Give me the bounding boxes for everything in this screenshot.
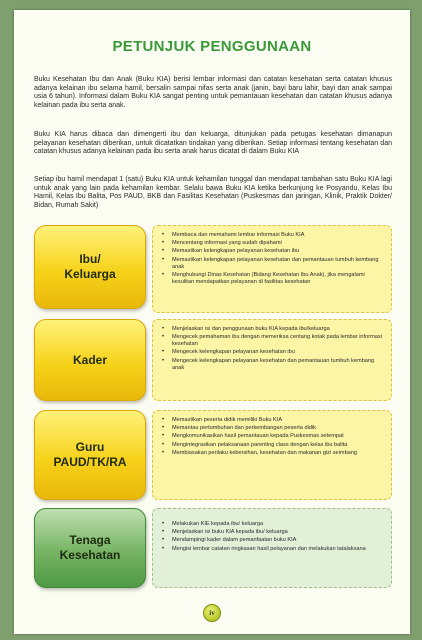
bullet-icon: •	[162, 240, 165, 247]
list-item-text: Mengintegrasikan pelaksanaan parenting class dengan kelas ibu balita	[172, 441, 348, 448]
bullet-icon: •	[162, 417, 165, 423]
list-item-text: Membaca dan memahami lembar informasi Buku KIA	[172, 232, 305, 238]
list-item	[161, 537, 385, 544]
section-content-box	[152, 225, 392, 313]
bullet-icon: •	[162, 248, 165, 255]
list-item	[161, 433, 385, 440]
list-item	[161, 450, 385, 457]
bullet-icon: •	[162, 521, 165, 527]
list-item-text: Mengkomunikasikan hasil pemantauan kepada Puskesmas setempat	[172, 433, 344, 440]
list-item	[161, 334, 385, 348]
list-item-text: Menghubungi Dinas Kesehatan (Bidang Kesehatan Ibu Anak), jika mengalami kesulitan mendapatkan pelayanan di fasilitas kesehatan	[172, 271, 365, 285]
list-item	[161, 248, 385, 255]
list-item-text: Menjelaskan isi dan penggunaan buku KIA kepada ibu/keluarga	[172, 326, 330, 332]
section-item-list	[161, 326, 385, 372]
bullet-icon: •	[162, 537, 165, 544]
bullet-icon: •	[162, 271, 165, 278]
section-content-box	[152, 319, 392, 401]
section-item-list	[161, 417, 385, 457]
page-title: PETUNJUK PENGGUNAAN	[112, 38, 312, 55]
list-item-text: Melakukan KIE kepada ibu/ keluarga	[172, 521, 264, 527]
list-item	[161, 521, 385, 528]
intro-paragraph-2: Buku KIA harus dibaca dan dimengerti ibu dan keluarga, ditunjukan pada petugas kesehatan dimanapun pelayanan kesehatan diberikan, untuk dicatatkan tindakan yang diberikan. Setiap informasi tentang kesehatan dan catatan khusus adanya kelainan pada ibu serta anak harus dicatat di dalam Buku KIA	[34, 131, 392, 156]
section-label-box	[34, 410, 146, 500]
section-label-box	[34, 508, 146, 588]
list-item-text: Mencentang informasi yang sudah dipahami	[172, 240, 282, 247]
bullet-icon: •	[162, 357, 165, 364]
bullet-icon: •	[162, 232, 165, 238]
list-item-text: Menjelaskan isi buku KIA kepada ibu/ keluarga	[172, 529, 288, 536]
list-item-text: Memantau pertumbuhan dan perkembangan peserta didik	[172, 425, 316, 432]
section-label: Kader	[72, 352, 107, 367]
section-content-box	[152, 410, 392, 500]
list-item	[161, 349, 385, 356]
list-item-text: Mengecek kelengkapan pelayanan kesehatan dan pemantauan tumbuh kembang anak	[172, 357, 375, 371]
list-item-text: Mengecek pemahaman ibu dengan memeriksa centang kotak pada lembar informasi kesehatan	[172, 334, 382, 348]
section-item-list	[161, 232, 385, 286]
list-item-text: Memastikan peserta didik memiliki Buku KIA	[172, 417, 283, 423]
list-item	[161, 442, 385, 449]
list-item	[161, 257, 385, 271]
section-content-box	[152, 508, 392, 588]
bullet-icon: •	[162, 349, 165, 356]
list-item	[161, 529, 385, 536]
list-item	[161, 326, 385, 333]
list-item	[161, 232, 385, 239]
bullet-icon: •	[162, 529, 165, 536]
list-item-text: Memastikan kelengkapan pelayanan kesehatan dan pemantauan tumbuh kembang anak	[172, 256, 379, 270]
bullet-icon: •	[162, 256, 165, 263]
intro-paragraph-1: Buku Kesehatan Ibu dan Anak (Buku KIA) berisi lembar informasi dan catatan kesehatan serta catatan khusus adanya kelainan ibu selama hamil, bersalin sampai nifas serta anak (janin, bayi baru lahir, bayi dan anak sampai usia 6 tahun). Informasi dalam Buku KIA sangat penting untuk pemantauan kesehatan dan catatan khusus adanya kelainan pada ibu serta anak.	[34, 76, 392, 109]
section-label: Guru PAUD/TK/RA	[53, 440, 127, 469]
bullet-icon: •	[162, 441, 165, 448]
list-item	[161, 240, 385, 247]
bullet-icon: •	[162, 326, 165, 332]
section-item-list	[161, 521, 385, 553]
document-page	[14, 10, 410, 634]
list-item	[161, 358, 385, 372]
section-label-box	[34, 225, 146, 309]
list-item	[161, 425, 385, 432]
list-item-text: Memastikan kelengkapan pelayanan kesehatan ibu	[172, 248, 300, 255]
bullet-icon: •	[162, 545, 165, 552]
bullet-icon: •	[162, 425, 165, 432]
section-label: Tenaga Kesehatan	[59, 533, 121, 562]
list-item-text: Mendampingi kader dalam pemanfaatan buku KIA	[172, 537, 297, 544]
bullet-icon: •	[162, 334, 165, 341]
bullet-icon: •	[162, 433, 165, 440]
list-item	[161, 546, 385, 553]
section-label-box	[34, 319, 146, 401]
list-item-text: Mengecek kelengkapan pelayanan kesehatan ibu	[172, 349, 295, 356]
list-item	[161, 417, 385, 424]
list-item-text: Mengisi lembar catatan ringkasan hasil pelayanan dan melakukan tatalaksana	[172, 545, 366, 552]
intro-paragraph-3: Setiap ibu hamil mendapat 1 (satu) Buku KIA untuk kehamilan tunggal dan mendapat tambahan satu Buku KIA lagi untuk anak yang lain pada kehamilan kembar. Selalu bawa Buku KIA ketika berkunjung ke Posyandu, Kelas Ibu Hamil, Kelas Ibu Balita, Pos PAUD, BKB dan Fasilitas Kesehatan (Puskesmas dan jaringan, Klinik, Praktik Dokter/ Bidan, Rumah Sakit)	[34, 176, 392, 209]
list-item-text: Membiasakan perilaku kebersihan, kesehatan dan makanan gizi seimbang	[172, 449, 358, 456]
list-item	[161, 272, 385, 286]
page-number: iv	[203, 604, 221, 622]
section-label: Ibu/ Keluarga	[64, 252, 116, 281]
bullet-icon: •	[162, 449, 165, 456]
